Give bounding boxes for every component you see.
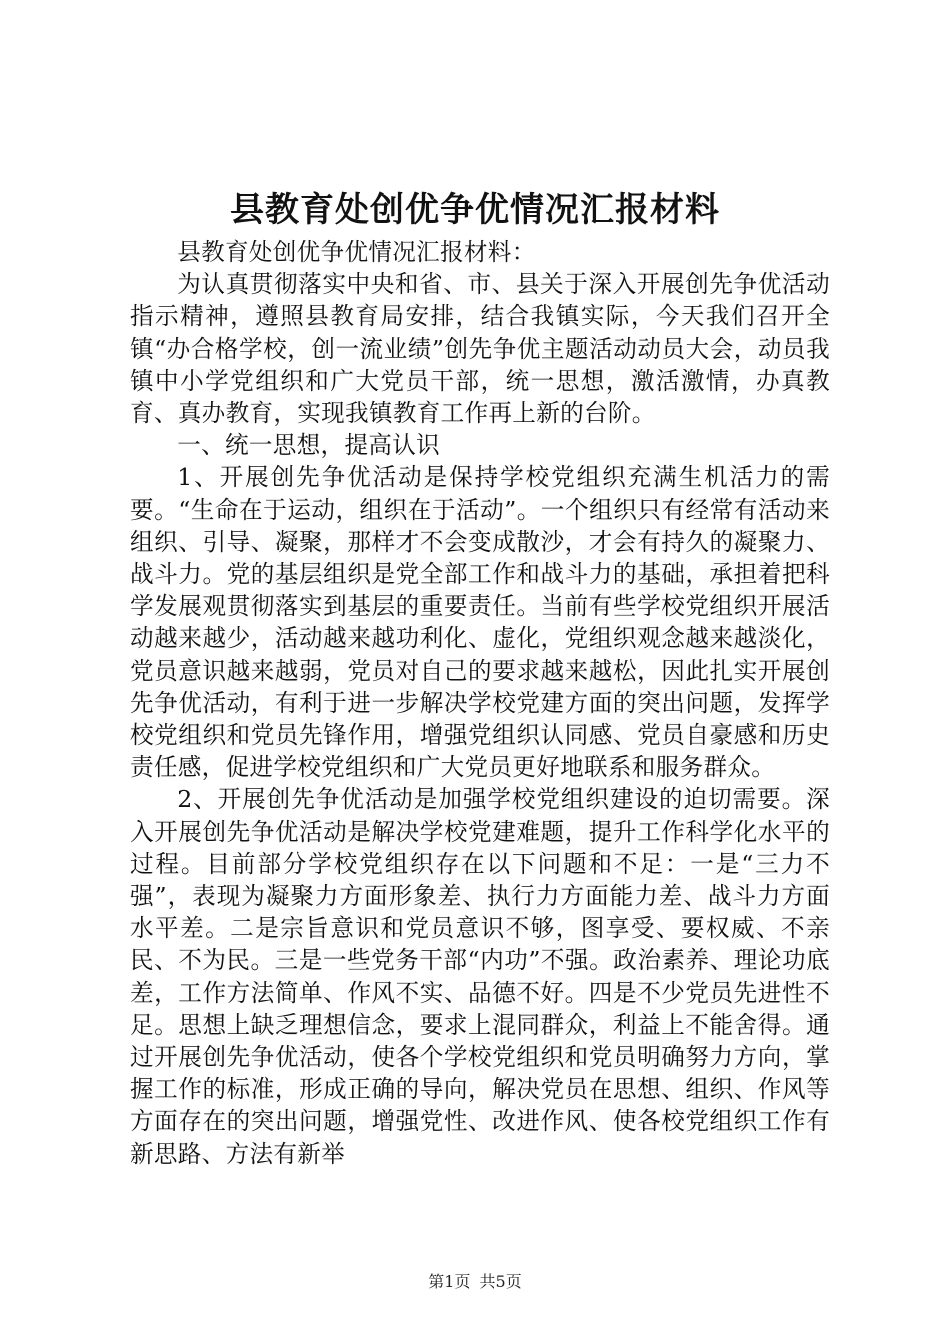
section-heading: 一、统一思想，提高认识: [177, 431, 441, 460]
paragraph-point-2: 2、开展创先争优活动是加强学校党组织建设的迫切需要。深入开展创先争优活动是解决学校党建难题，提升工作科学化水平的过程。目前部分学校党组织存在以下问题和不足：一是“三力不强”，表现为凝聚力方面形象差、执行力方面能力差、战斗力方面水平差。二是宗旨意识和党员意识不够，图享受、要权威、不亲民、不为民。三是一些党务干部“内功”不强。政治素养、理论功底差，工作方法简单、作风不实、品德不好。四是不少党员先进性不足。思想上缺乏理想信念，要求上混同群众，利益上不能舍得。通过开展创先争优活动，使各个学校党组织和党员明确努力方向，掌握工作的标准，形成正确的导向，解决党员在思想、组织、作风等方面存在的突出问题，增强党性、改进作风、使各校党组织工作有新思路、方法有新举: [130, 785, 830, 1168]
document-body: [130, 236, 830, 1170]
document-title: 县教育处创优争优情况汇报材料: [230, 190, 720, 230]
paragraph-intro: 为认真贯彻落实中央和省、市、县关于深入开展创先争优活动指示精神，遵照县教育局安排，结合我镇实际，今天我们召开全镇“办合格学校，创一流业绩”创先争优主题活动动员大会，动员我镇中小学党组织和广大党员干部，统一思想，激活激情，办真教育、真办教育，实现我镇教育工作再上新的台阶。: [130, 270, 830, 428]
page-total: 共5页: [479, 1272, 522, 1291]
paragraph-point-1: 1、开展创先争优活动是保持学校党组织充满生机活力的需要。“生命在于运动，组织在于活动”。一个组织只有经常有活动来组织、引导、凝聚，那样才不会变成散沙，才会有持久的凝聚力、战斗力。党的基层组织是党全部工作和战斗力的基础，承担着把科学发展观贯彻落实到基层的重要责任。当前有些学校党组织开展活动越来越少，活动越来越功利化、虚化，党组织观念越来越淡化，党员意识越来越弱，党员对自己的要求越来越松，因此扎实开展创先争优活动，有利于进一步解决学校党建方面的突出问题，发挥学校党组织和党员先锋作用，增强党组织认同感、党员自豪感和历史责任感，促进学校党组织和广大党员更好地联系和服务群众。: [130, 463, 830, 782]
paragraph-heading-repeat: 县教育处创优争优情况汇报材料：: [177, 238, 536, 266]
page-footer: [0, 1271, 950, 1293]
page-number: 第1页: [428, 1272, 471, 1291]
